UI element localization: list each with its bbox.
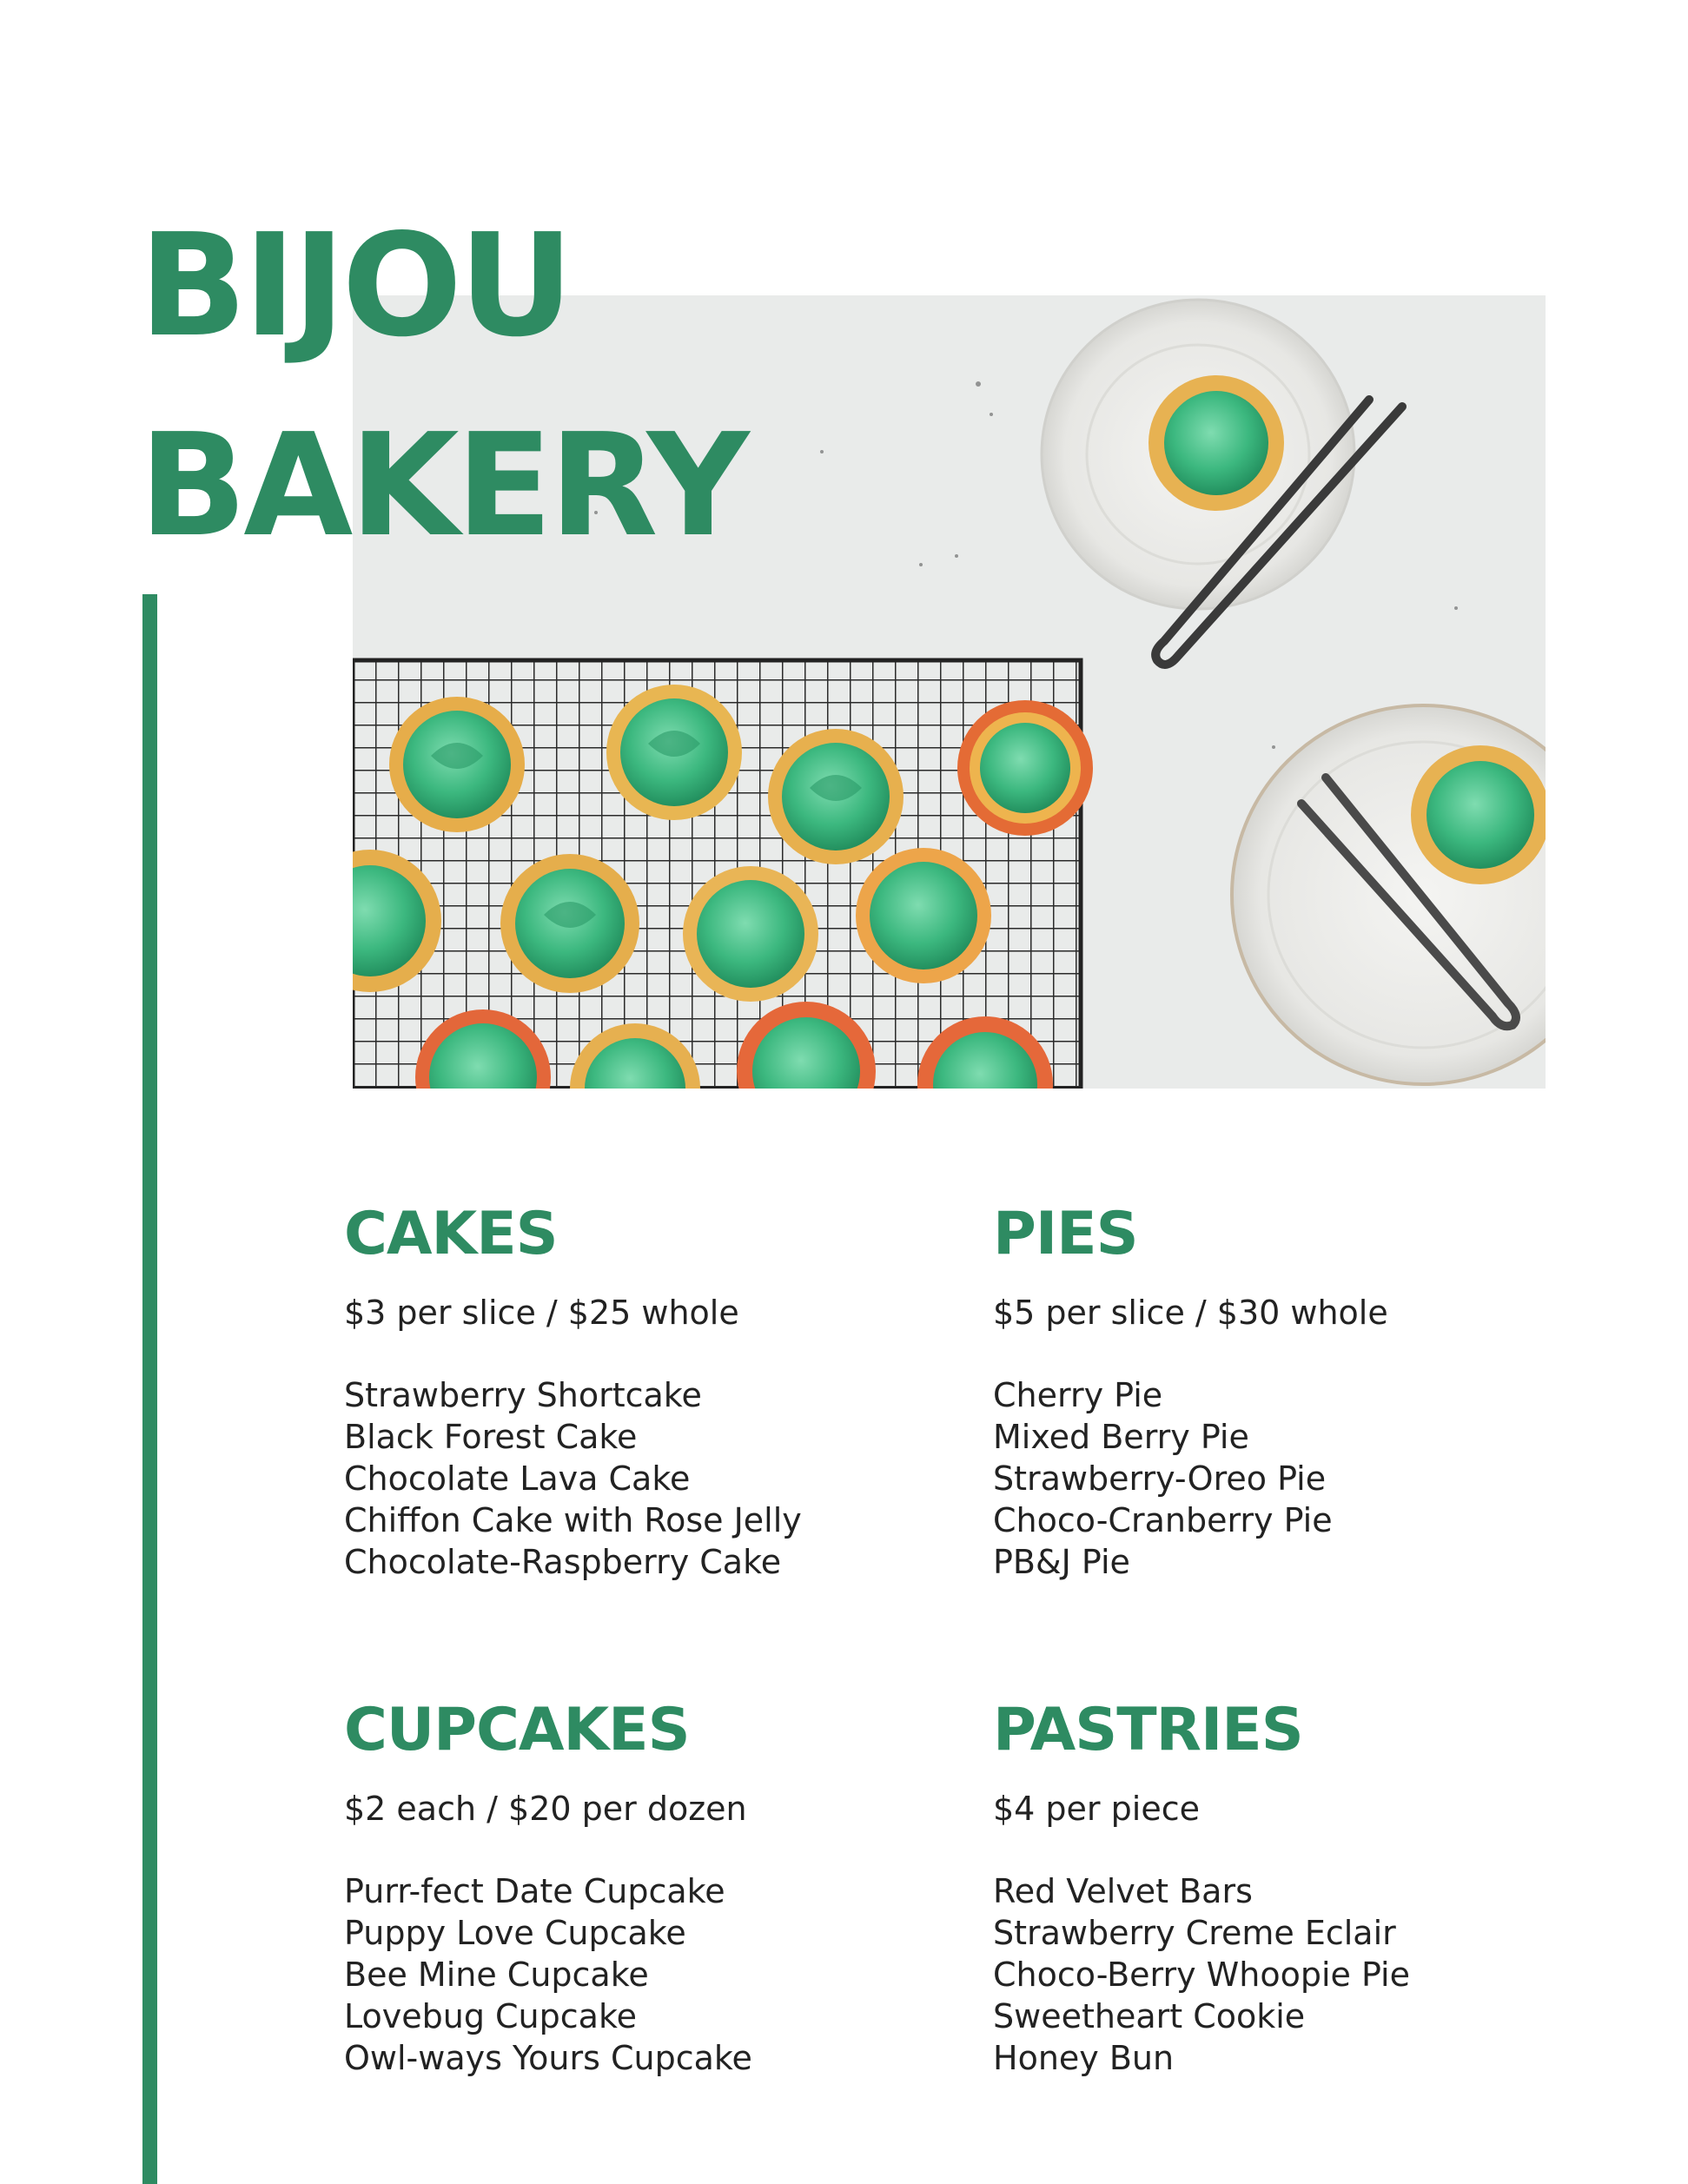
menu-item: Sweetheart Cookie — [993, 1997, 1306, 2035]
menu-item: Purr-fect Date Cupcake — [344, 1872, 725, 1910]
menu-item: Chocolate-Raspberry Cake — [344, 1543, 782, 1581]
section-heading: CAKES — [344, 1200, 558, 1268]
title-line-2: BAKERY — [139, 404, 746, 568]
menu-item: Red Velvet Bars — [993, 1872, 1253, 1910]
menu-list — [344, 1870, 952, 2079]
menu-item: PB&J Pie — [993, 1543, 1130, 1581]
menu-item: Puppy Love Cupcake — [344, 1914, 686, 1952]
menu-list — [993, 1870, 1601, 2079]
menu-item: Cherry Pie — [993, 1376, 1163, 1414]
accent-bar — [142, 594, 157, 2184]
title-line-1: BIJOU — [139, 204, 571, 368]
menu-item: Chiffon Cake with Rose Jelly — [344, 1501, 802, 1539]
section-price: $2 each / $20 per dozen — [344, 1790, 747, 1828]
menu-item: Strawberry Shortcake — [344, 1376, 702, 1414]
menu-item: Strawberry Creme Eclair — [993, 1914, 1396, 1952]
section-price: $4 per piece — [993, 1790, 1200, 1828]
section-heading: CUPCAKES — [344, 1696, 690, 1764]
menu-section-pies — [993, 1200, 1601, 1583]
menu-section-cupcakes — [344, 1696, 952, 2079]
section-price: $5 per slice / $30 whole — [993, 1294, 1388, 1332]
menu-item: Owl-ways Yours Cupcake — [344, 2039, 752, 2077]
menu-list — [344, 1374, 952, 1583]
menu-item: Mixed Berry Pie — [993, 1418, 1249, 1456]
menu-item: Chocolate Lava Cake — [344, 1459, 691, 1498]
menu-item: Choco-Cranberry Pie — [993, 1501, 1333, 1539]
menu-item: Choco-Berry Whoopie Pie — [993, 1956, 1410, 1994]
menu-item: Bee Mine Cupcake — [344, 1956, 649, 1994]
section-price: $3 per slice / $25 whole — [344, 1294, 739, 1332]
menu-section-pastries — [993, 1696, 1601, 2079]
menu-list — [993, 1374, 1601, 1583]
menu-item: Honey Bun — [993, 2039, 1175, 2077]
menu-item: Black Forest Cake — [344, 1418, 638, 1456]
section-heading: PASTRIES — [993, 1696, 1303, 1764]
menu-item: Strawberry-Oreo Pie — [993, 1459, 1327, 1498]
section-heading: PIES — [993, 1200, 1138, 1268]
menu-item: Lovebug Cupcake — [344, 1997, 637, 2035]
menu-section-cakes — [344, 1200, 952, 1583]
page-title — [139, 187, 746, 586]
